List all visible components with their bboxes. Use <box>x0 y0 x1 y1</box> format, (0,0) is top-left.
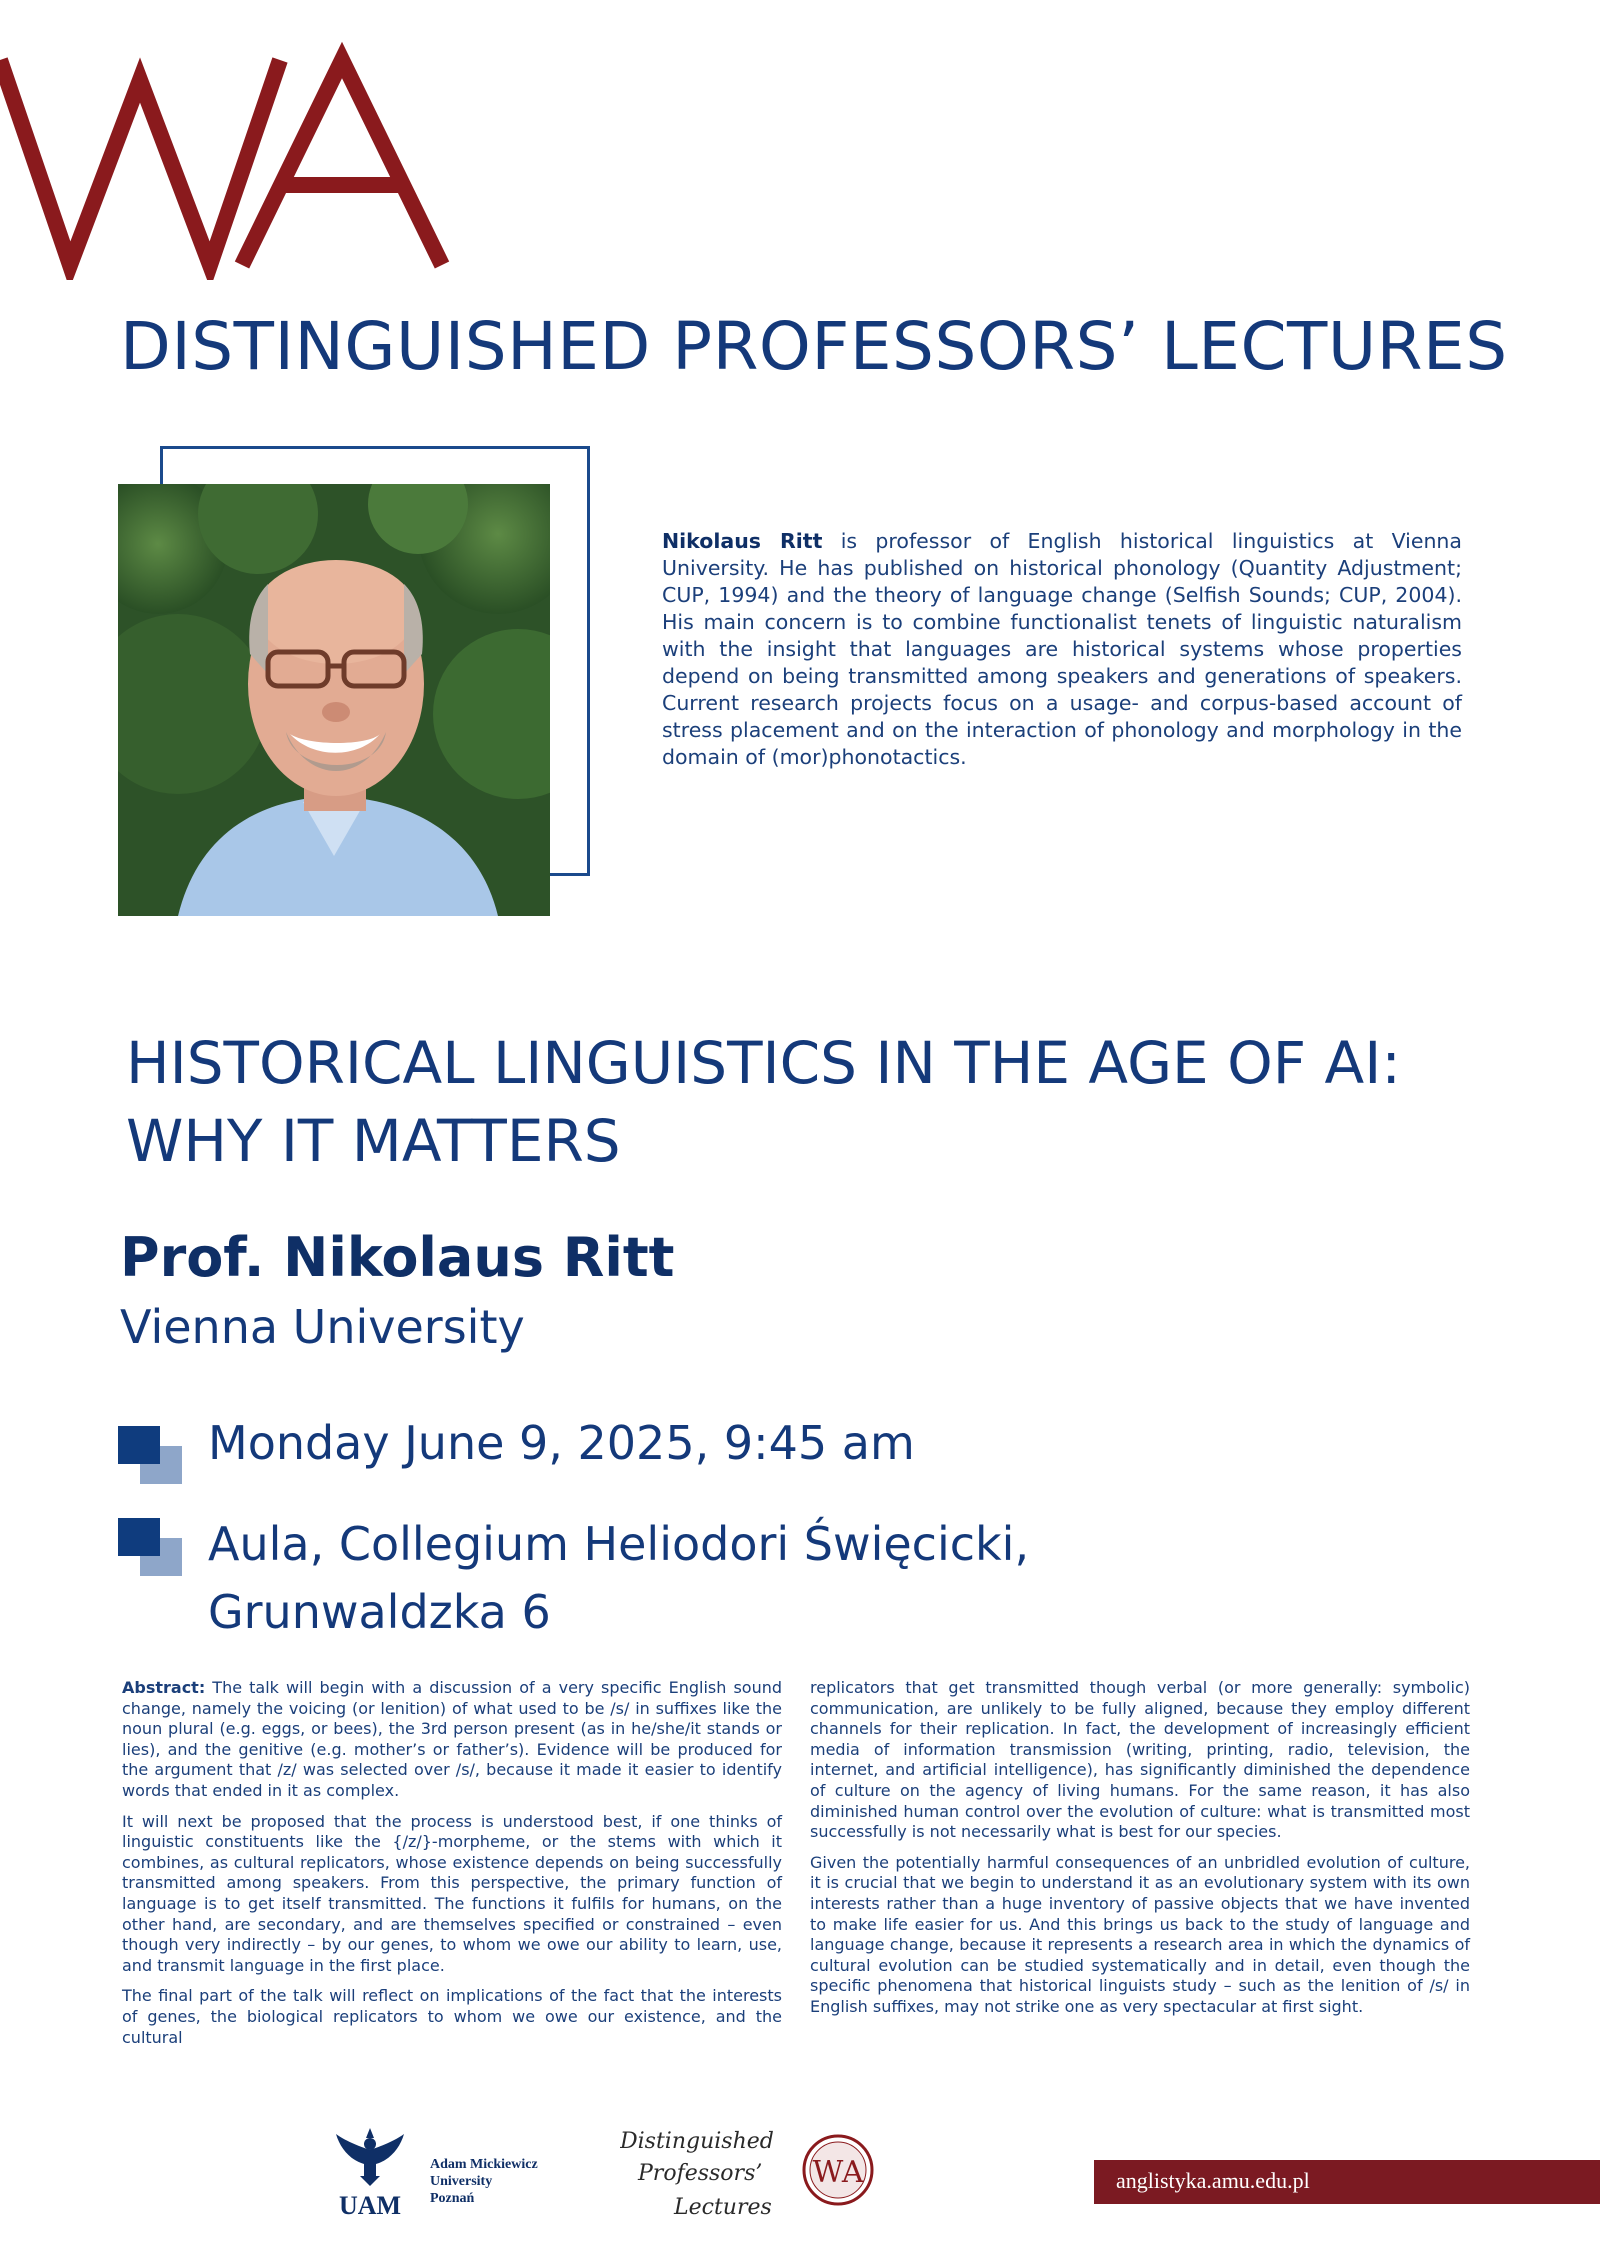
abstract-column-left <box>122 1678 782 2058</box>
abstract-paragraph: The final part of the talk will reflect on implications of the fact that the interests of genes, the biological replicators to whom we owe our existence, and the cultural <box>122 1986 782 2047</box>
dpl-line2: Professors’ <box>638 2161 763 2186</box>
abstract-paragraph: Given the potentially harmful consequences of an unbridled evolution of culture, it is crucial that we begin to understand it as an evolutionary system with its own interests rather than a huge inventory of passive objects that we have invented to make life easier for us. And this brings us back to the study of language and language change, because it represents a research area in which the dynamics of cultural evolution can be studied systematically and in detail, even though the specific phenomena that historical linguists study – such as the lenition of /s/ in English suffixes, may not strike one as very spectacular at first sight. <box>810 1852 1470 2016</box>
series-title: DISTINGUISHED PROFESSORS’ LECTURES <box>120 308 1508 385</box>
abstract-column-right <box>810 1678 1470 2028</box>
date-bullet-icon <box>118 1426 188 1488</box>
abstract-paragraph: replicators that get transmitted though verbal (or more generally: symbolic) communication, are unlikely to be fully aligned, because they employ different channels for their replication. In fact, the development of increasingly efficient media of information transmission (writing, printing, radio, television, the internet, and artificial intelligence), has significantly diminished the dependence of culture on the agency of living humans. For the same reason, it has also diminished human control over the evolution of culture: what is transmitted most successfully is not necessarily what is best for our species. <box>810 1678 1470 1842</box>
uam-name-line3: Poznań <box>430 2191 475 2206</box>
venue-line2: Grunwaldzka 6 <box>208 1585 551 1639</box>
dpl-line3: Lectures <box>674 2195 772 2220</box>
speaker-affiliation: Vienna University <box>120 1300 525 1354</box>
bio-name: Nikolaus Ritt <box>662 529 823 553</box>
uam-name-line2: University <box>430 2174 493 2189</box>
abstract-paragraph: Abstract: The talk will begin with a discussion of a very specific English sound change, namely the voicing (or lenition) of what used to be /s/ in suffixes like the noun plural (e.g. eggs, or bees), the 3rd person present (as in he/she/it stands or lies), and the genitive (e.g. mother’s or father’s). Evidence will be produced for the argument that /z/ was selected over /s/, because it made it easier to identify words that ended in it as complex. <box>122 1678 782 1800</box>
dpl-badge: WA <box>812 2155 864 2190</box>
uam-name-line1: Adam Mickiewicz <box>430 2157 538 2172</box>
event-venue <box>208 1510 1029 1646</box>
bio-text: is professor of English historical linguistics at Vienna University. He has published on historical phonology (Quantity Adjustment; CUP, 1994) and the theory of language change (Selfish Sounds; CUP, 2004). His main concern is to combine functionalist tenets of linguistic naturalism with the insight that languages are historical systems whose properties depend on being transmitted among speakers and generations of speakers. Current research projects focus on a usage- and corpus-based account of stress placement and on the interaction of phonology and morphology in the domain of (mor)phonotactics. <box>662 529 1462 769</box>
abstract-label: Abstract: <box>122 1678 206 1697</box>
dpl-line1: Distinguished <box>620 2129 774 2154</box>
talk-title-line2: WHY IT MATTERS <box>126 1107 621 1175</box>
speaker-name: Prof. Nikolaus Ritt <box>120 1226 675 1289</box>
venue-bullet-icon <box>118 1518 188 1580</box>
uam-mark: UAM <box>338 2191 402 2220</box>
event-date: Monday June 9, 2025, 9:45 am <box>208 1416 915 1470</box>
wa-logo <box>0 20 452 280</box>
website-link[interactable]: anglistyka.amu.edu.pl <box>1116 2168 1310 2193</box>
venue-line1: Aula, Collegium Heliodori Święcicki, <box>208 1517 1030 1571</box>
uam-logo[interactable] <box>330 2120 590 2220</box>
talk-title <box>126 1024 1401 1180</box>
speaker-photo <box>118 484 550 916</box>
abstract-paragraph: It will next be proposed that the process is understood best, if one thinks of linguistic constituents like the {/z/}-morpheme, or the stems with which it combines, as cultural replicators, whose existence depends on being successfully transmitted among speakers. From this perspective, the primary function of language is to get itself transmitted. The functions it fulfils for humans, on the other hand, are secondary, and are themselves specified or constrained – even though very indirectly – by our genes, to whom we owe our ability to learn, use, and transmit language in the first place. <box>122 1811 782 1975</box>
talk-title-line1: HISTORICAL LINGUISTICS IN THE AGE OF AI: <box>126 1029 1401 1097</box>
speaker-bio <box>662 528 1462 771</box>
dpl-logo[interactable] <box>620 2118 880 2226</box>
